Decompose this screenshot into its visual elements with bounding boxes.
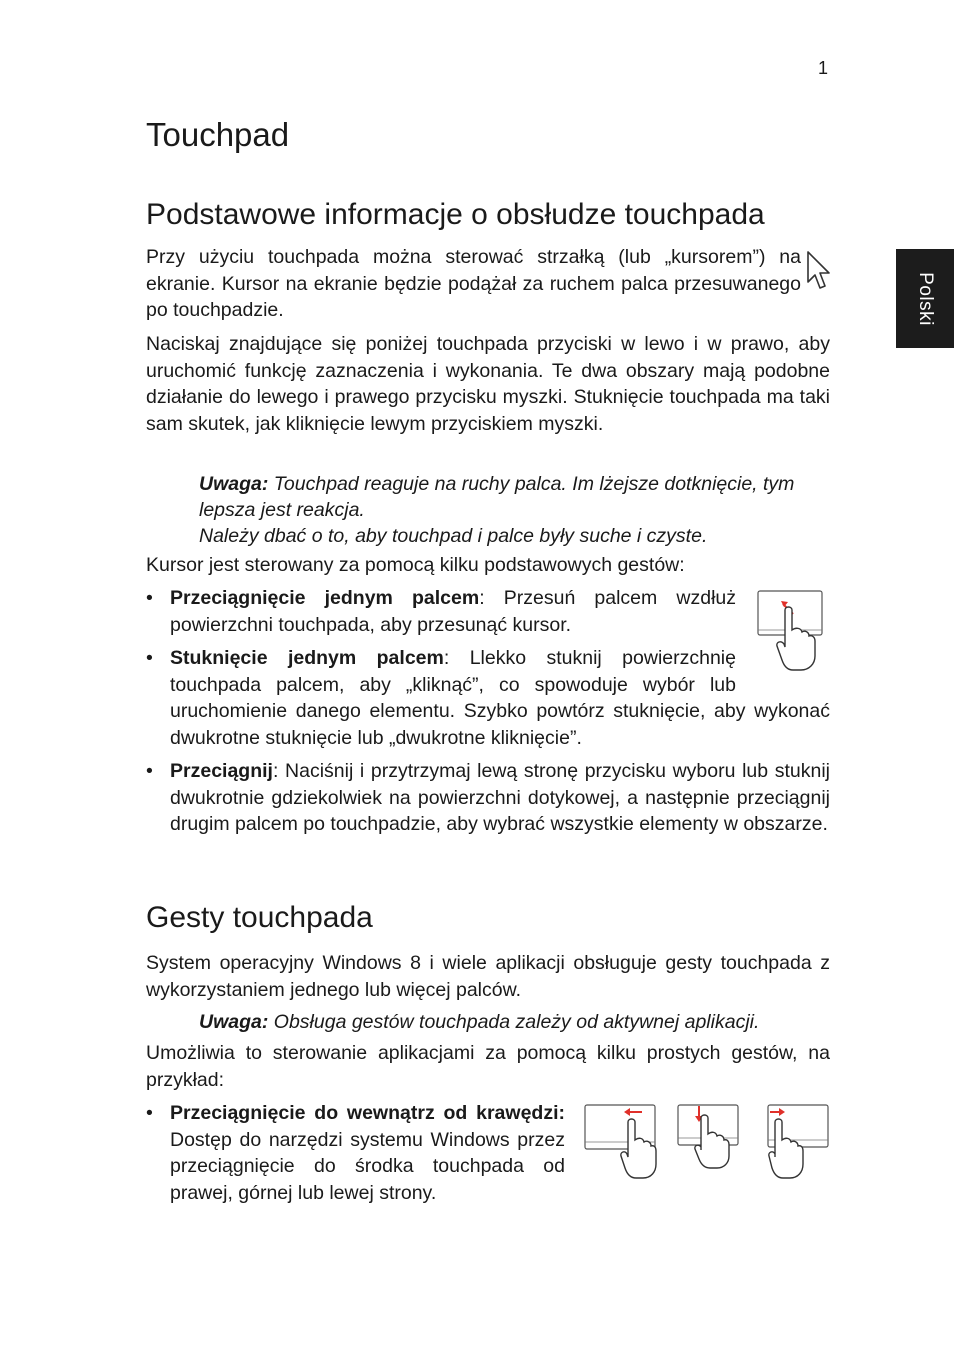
edge-swipe-top-icon [677,1104,741,1170]
note-text-2: Należy dbać o to, aby touchpad i palce były suche i czyste. [199,525,708,547]
paragraph-buttons: Naciskaj znajdujące się poniżej touchpada przyciski w lewo i w prawo, aby uruchomić funkcję zaznaczenia i wykonania. Te dwa obszary mają podobne działanie do lewego i prawego przycisku myszki. Stuknięcie touchpada ma taki sam skutek, jak kliknięcie lewym przyciskiem myszki. [146,333,830,435]
bullet-text: : Przesuń palcem wzdłuż powierzchni touchpada, aby przesunąć kursor. [170,587,736,636]
paragraph-cursor: Przy użyciu touchpada można sterować strzałką (lub „kursorem”) na ekranie. Kursor na ekranie będzie podążał za ruchem palca przesuwanego po touchpadzie. [146,246,801,322]
note-text: Obsługa gestów touchpada zależy od aktywnej aplikacji. [273,1011,760,1033]
note-block [199,1009,830,1035]
bullet-text: : Llekko stuknij powierzchnię touchpada palcem, aby „kliknąć”, co spowoduje wybór lub uruchomienie danego elementu. Szybko powtórz stuknięcie, aby wykonać dwukrotne stuknięcie lub „dwukrotne kliknięcie”. [170,647,830,749]
one-finger-slide-icon [757,590,825,674]
bullet-label: Przeciągnięcie do wewnątrz od krawędzi: [170,1102,565,1124]
note-text: Touchpad reaguje na ruchy palca. Im lżejsze dotknięcie, tym lepsza jest reakcja. [199,473,795,521]
page-number: 1 [818,58,829,78]
paragraph-examples: Umożliwia to sterowanie aplikacjami za pomocą kilku prostych gestów, na przykład: [146,1042,830,1091]
section-heading-basics: Podstawowe informacje o obsłudze touchpada [146,198,765,231]
bullet-label: Stuknięcie jednym palcem [170,647,444,669]
list-item: • Przeciągnięcie jednym palcem: Przesuń palcem wzdłuż powierzchni touchpada, aby przesunąć kursor. [146,587,736,636]
paragraph-windows: System operacyjny Windows 8 i wiele aplikacji obsługuje gesty touchpada z wykorzystaniem jednego lub więcej palców. [146,952,830,1001]
note-label: Uwaga: [199,473,269,495]
paragraph-gestures-intro: Kursor jest sterowany za pomocą kilku podstawowych gestów: [146,554,685,576]
list-item: • Stuknięcie jednym palcem: Llekko stuknij powierzchnię touchpada palcem, aby „kliknąć”, co spowoduje wybór lub uruchomienie danego elementu. Szybko powtórz stuknięcie, aby wykonać dwukrotne stuknięcie lub „dwukrotne kliknięcie”. [146,647,830,749]
bullet-text: : Naciśnij i przytrzymaj lewą stronę przycisku wyboru lub stuknij dwukrotnie gdziekolwiek na powierzchni dotykowej, a następnie przeciągnij drugim palcem po touchpadzie, aby wybrać wszystkie elementy w obszarze. [170,760,830,836]
list-item: • Przeciągnij: Naciśnij i przytrzymaj lewą stronę przycisku wyboru lub stuknij dwukrotnie gdziekolwiek na powierzchni dotykowej, a następnie przeciągnij drugim palcem po touchpadzie, aby wybrać wszystkie elementy w obszarze. [146,760,830,836]
edge-swipe-left-icon [767,1104,831,1180]
section-heading-gestures: Gesty touchpada [146,901,373,934]
edge-swipe-right-icon [584,1104,658,1180]
bullet-label: Przeciągnij [170,760,273,782]
language-tab [896,249,954,348]
note-block [199,471,830,549]
bullet-label: Przeciągnięcie jednym palcem [170,587,480,609]
note-label: Uwaga: [199,1011,269,1033]
language-tab-label: Polski [915,271,936,326]
list-item: • Przeciągnięcie do wewnątrz od krawędzi: Dostęp do narzędzi systemu Windows przez przeciągnięcie do środka touchpada od prawej, górnej lub lewej strony. [146,1102,565,1204]
cursor-arrow-icon [806,250,832,292]
page-title: Touchpad [146,116,290,153]
bullet-text: Dostęp do narzędzi systemu Windows przez przeciągnięcie do środka touchpada od prawej, górnej lub lewej strony. [170,1128,565,1204]
